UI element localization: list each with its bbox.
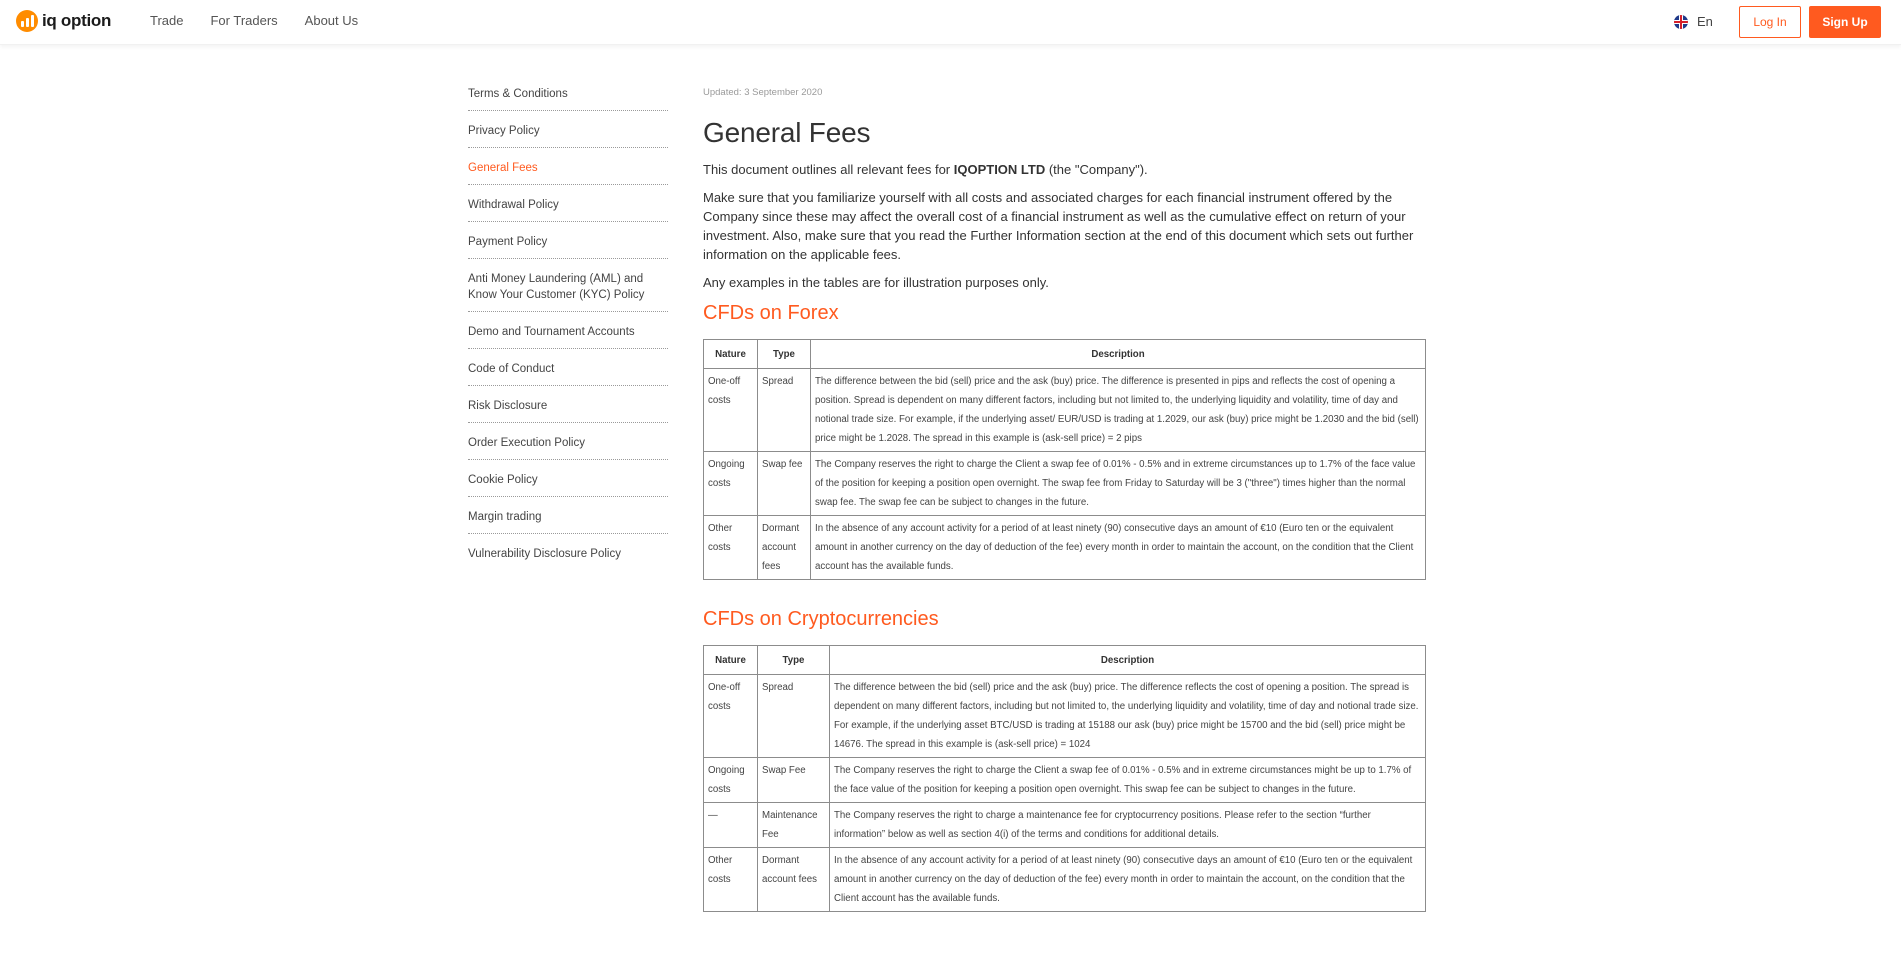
- sidebar-item-demo-tournament-accounts[interactable]: Demo and Tournament Accounts: [468, 320, 668, 349]
- login-button[interactable]: Log In: [1739, 6, 1801, 38]
- sidebar-item-payment-policy[interactable]: Payment Policy: [468, 230, 668, 259]
- table-header-row: [704, 340, 1426, 369]
- section-title-forex: CFDs on Forex: [703, 302, 839, 324]
- signup-button[interactable]: Sign Up: [1809, 6, 1881, 38]
- uk-flag-icon: [1674, 15, 1688, 29]
- sidebar-item-general-fees[interactable]: General Fees: [468, 156, 668, 185]
- cell-nature: —: [704, 803, 758, 848]
- intro-text-before: This document outlines all relevant fees for: [703, 162, 954, 177]
- document-content: [703, 87, 1426, 912]
- table-row: [704, 675, 1426, 758]
- table-row: [704, 848, 1426, 912]
- examples-note: Any examples in the tables are for illustration purposes only.: [703, 275, 1049, 290]
- cell-type: Swap Fee: [758, 758, 830, 803]
- cell-nature: Other costs: [704, 516, 758, 580]
- sidebar-item-cookie-policy[interactable]: Cookie Policy: [468, 468, 668, 497]
- sidebar-item-privacy-policy[interactable]: Privacy Policy: [468, 119, 668, 148]
- section-title-crypto: CFDs on Cryptocurrencies: [703, 608, 939, 630]
- cell-description: The difference between the bid (sell) price and the ask (buy) price. The difference reflects the cost of opening a position. The spread is dependent on many different factors, including but not limited to, the underlying liquidity and volatility, time of day and notional trade size. For example, if the underlying asset BTC/USD is trading at 15188 our ask (buy) price might be 15700 and the bid (sell) price might be 14676. The spread in this example is (ask-sell price) = 1024: [830, 675, 1426, 758]
- cell-description: The Company reserves the right to charge the Client a swap fee of 0.01% - 0.5% and in extreme circumstances might be up to 1.7% of the face value of the position for keeping a position open overnight. This swap fee can be subject to changes in the future.: [830, 758, 1426, 803]
- page-title: General Fees: [703, 117, 871, 148]
- column-header-description: Description: [811, 340, 1426, 369]
- cell-nature: Ongoing costs: [704, 452, 758, 516]
- company-name: IQOPTION LTD: [953, 162, 1046, 177]
- updated-date: Updated: 3 September 2020: [703, 87, 823, 98]
- cell-nature: Ongoing costs: [704, 758, 758, 803]
- sidebar-item-code-of-conduct[interactable]: Code of Conduct: [468, 357, 668, 386]
- table-row: [704, 369, 1426, 452]
- cell-description: The difference between the bid (sell) price and the ask (buy) price. The difference is presented in pips and reflects the cost of opening a position. Spread is dependent on many different factors, including but not limited to, the underlying liquidity and volatility, time of day and notional trade size. For example, if the underlying asset/ EUR/USD is trading at 1.2029, our ask (buy) price might be 1.2030 and the bid (sell) price might be 1.2028. The spread in this example is (ask-sell price) = 2 pips: [811, 369, 1426, 452]
- sidebar-item-aml-kyc-policy[interactable]: Anti Money Laundering (AML) and Know Your Customer (KYC) Policy: [468, 267, 668, 312]
- logo-bars-icon: [16, 10, 38, 32]
- cell-type: Maintenance Fee: [758, 803, 830, 848]
- nav-about-us[interactable]: About Us: [304, 13, 359, 28]
- intro-paragraph: [703, 160, 1426, 179]
- column-header-nature: Nature: [704, 340, 758, 369]
- cell-description: In the absence of any account activity for a period of at least ninety (90) consecutive days an amount of €10 (Euro ten or the equivalent amount in another currency on the day of deduction of the fee) every month in order to maintain the account, on the condition that the Client account has the available funds.: [811, 516, 1426, 580]
- top-header: [0, 0, 1901, 45]
- cell-type: Swap fee: [758, 452, 811, 516]
- cell-nature: One-off costs: [704, 675, 758, 758]
- legal-docs-sidebar: [468, 82, 668, 578]
- column-header-description: Description: [830, 646, 1426, 675]
- language-label: En: [1697, 14, 1713, 29]
- table-header-row: [704, 646, 1426, 675]
- forex-fees-table: [703, 339, 1426, 580]
- table-row: [704, 758, 1426, 803]
- table-row: [704, 452, 1426, 516]
- column-header-type: Type: [758, 340, 811, 369]
- logo-text: iq option: [42, 11, 112, 30]
- cell-type: Spread: [758, 675, 830, 758]
- cell-nature: Other costs: [704, 848, 758, 912]
- cell-type: Dormant account fees: [758, 848, 830, 912]
- cell-description: In the absence of any account activity for a period of at least ninety (90) consecutive days an amount of €10 (Euro ten or the equivalent amount in another currency on the day of deduction of the fee) every month in order to maintain the account, on the condition that the Client account has the available funds.: [830, 848, 1426, 912]
- nav-for-traders[interactable]: For Traders: [210, 13, 278, 28]
- sidebar-item-vulnerability-disclosure[interactable]: Vulnerability Disclosure Policy: [468, 548, 621, 560]
- table-row: [704, 803, 1426, 848]
- nav-trade[interactable]: Trade: [150, 13, 184, 28]
- cell-description: The Company reserves the right to charge the Client a swap fee of 0.01% - 0.5% and in extreme circumstances up to 1.7% of the face value of the position for keeping a position open overnight. The swap fee from Friday to Saturday will be 3 ("three") times higher than the normal swap fee. The swap fee can be subject to changes in the future.: [811, 452, 1426, 516]
- crypto-fees-table: [703, 645, 1426, 912]
- cell-type: Spread: [758, 369, 811, 452]
- sidebar-item-risk-disclosure[interactable]: Risk Disclosure: [468, 394, 668, 423]
- sidebar-item-order-execution-policy[interactable]: Order Execution Policy: [468, 431, 668, 460]
- cell-nature: One-off costs: [704, 369, 758, 452]
- cell-type: Dormant account fees: [758, 516, 811, 580]
- column-header-type: Type: [758, 646, 830, 675]
- costs-paragraph: Make sure that you familiarize yourself with all costs and associated charges for each financial instrument offered by the Company since these may affect the overall cost of a financial instrument as well as the cumulative effect on return of your investment. Also, make sure that you read the Further Information section at the end of this document which sets out further information on the applicable fees.: [703, 190, 1414, 262]
- sidebar-item-withdrawal-policy[interactable]: Withdrawal Policy: [468, 193, 668, 222]
- sidebar-item-terms-conditions[interactable]: Terms & Conditions: [468, 82, 668, 111]
- cell-description: The Company reserves the right to charge a maintenance fee for cryptocurrency positions. Please refer to the section “further information” below as well as section 4(i) of the terms and conditions for additional details.: [830, 803, 1426, 848]
- sidebar-item-margin-trading[interactable]: Margin trading: [468, 505, 668, 534]
- main-nav: [150, 13, 358, 28]
- language-selector[interactable]: [1674, 14, 1713, 29]
- intro-text-after: (the "Company").: [1045, 162, 1148, 177]
- table-row: [704, 516, 1426, 580]
- column-header-nature: Nature: [704, 646, 758, 675]
- iq-option-logo[interactable]: [16, 10, 111, 32]
